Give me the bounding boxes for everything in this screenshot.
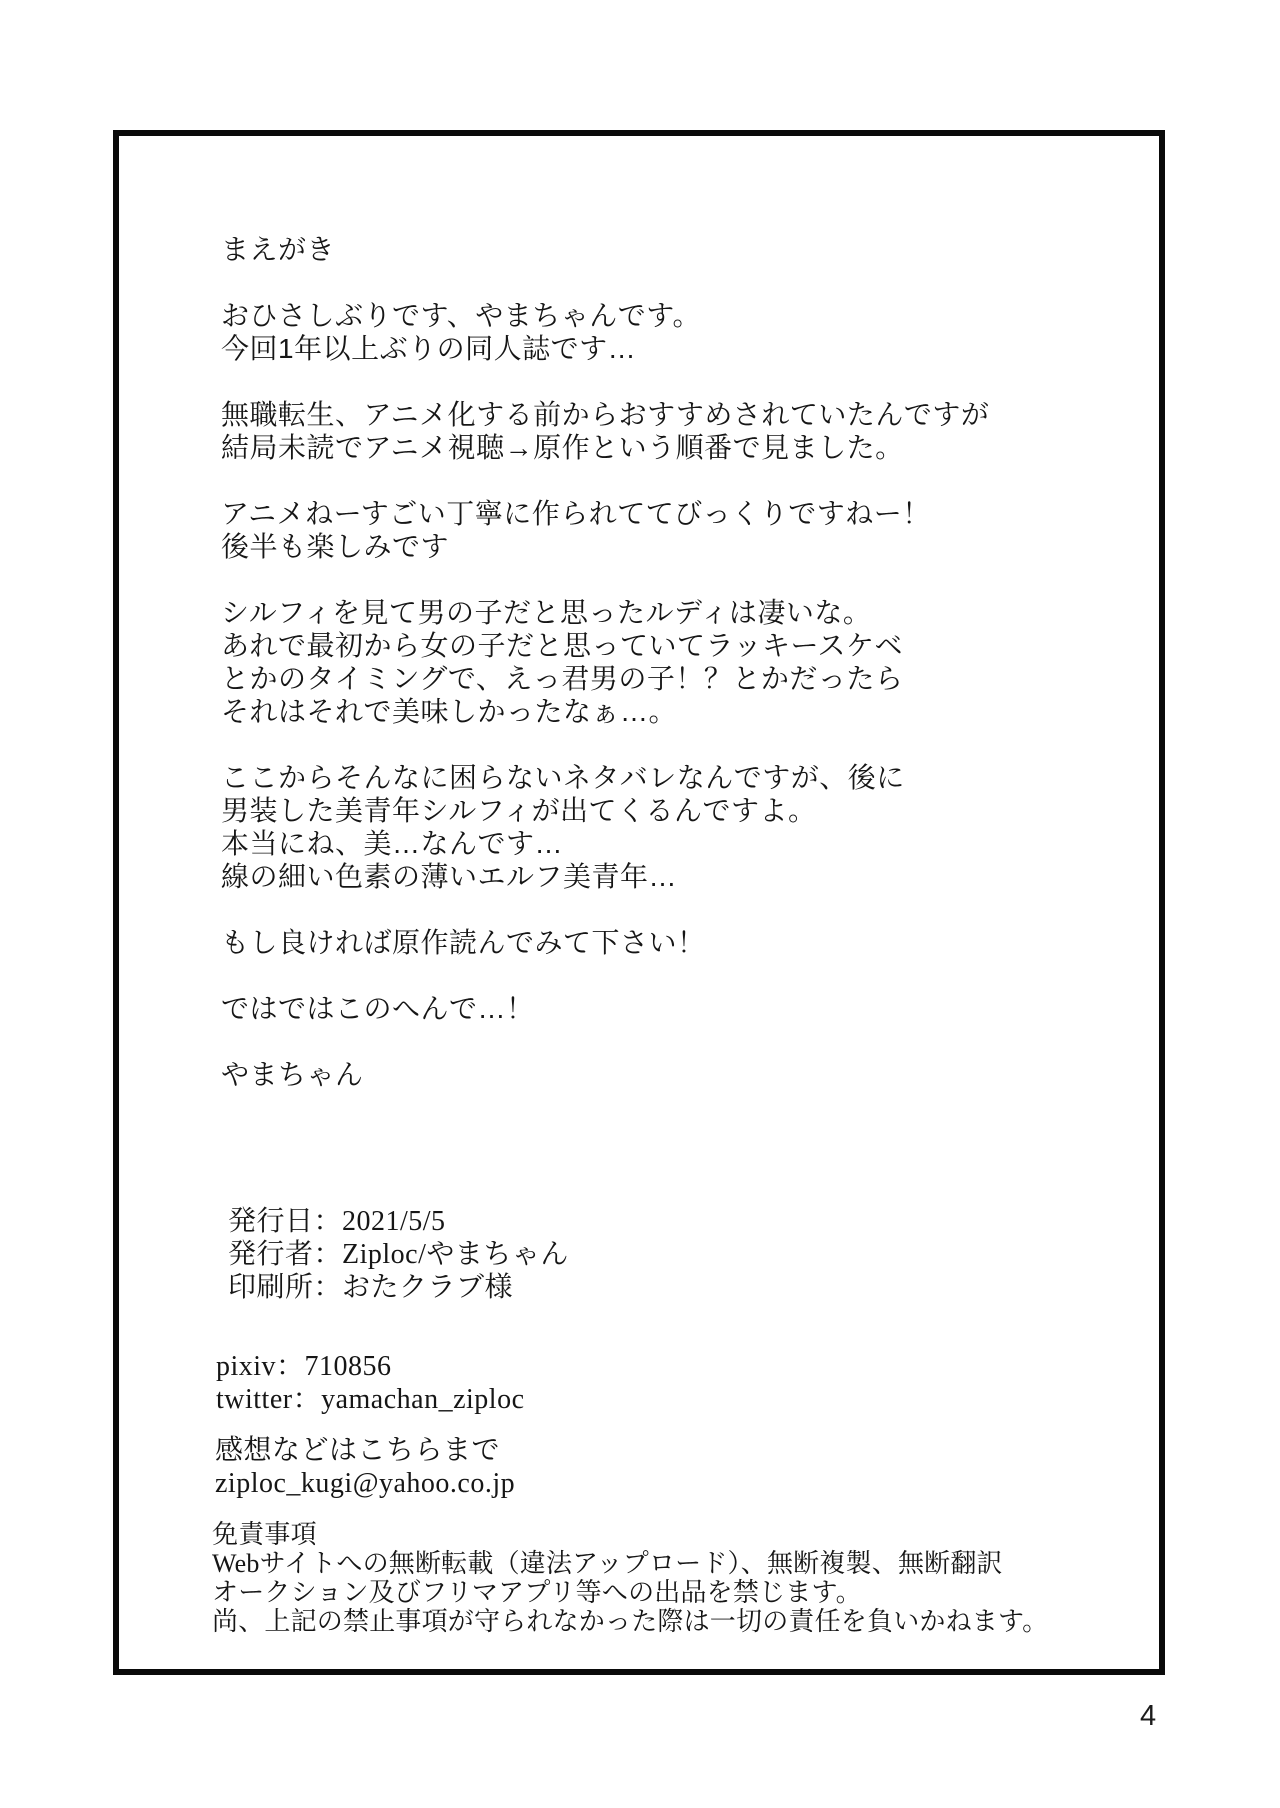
- page-number: 4: [1140, 1700, 1157, 1732]
- foreword-line: それはそれで美味しかったなぁ…。: [221, 696, 678, 727]
- printer: 印刷所：おたクラブ様: [228, 1272, 514, 1303]
- foreword-paragraph: [221, 761, 1129, 893]
- twitter-handle: twitter：yamachan_ziploc: [216, 1384, 525, 1415]
- foreword-line: シルフィを見て男の子だと思ったルディは凄いな。: [221, 597, 872, 628]
- foreword-line: 線の細い色素の薄いエルフ美青年…: [221, 861, 678, 892]
- disclaimer-title: 免責事項: [212, 1520, 317, 1549]
- foreword-paragraph: [221, 596, 1129, 728]
- foreword-line: おひさしぶりです、やまちゃんです。: [221, 300, 702, 331]
- disclaimer-line: Webサイトへの無断転載（違法アップロード）、無断複製、無断翻訳: [212, 1549, 1003, 1578]
- author-name: やまちゃん: [221, 1059, 364, 1090]
- disclaimer-line: 尚、上記の禁止事項が守られなかった際は一切の責任を負いかねます。: [212, 1607, 1049, 1636]
- foreword-signature: [221, 1058, 1129, 1091]
- foreword-line: ここからそんなに困らないネタバレなんですが、後に: [221, 762, 905, 793]
- social-links: [216, 1350, 1129, 1416]
- pixiv-id: pixiv：710856: [216, 1351, 392, 1382]
- foreword-title: まえがき: [221, 234, 336, 265]
- foreword-line: ではではこのへんで…！: [221, 993, 535, 1024]
- foreword-paragraph: [221, 299, 1129, 365]
- foreword-line: 結局未読でアニメ視聴→原作という順番で見ました。: [221, 432, 904, 463]
- foreword-line: とかのタイミングで、えっ君男の子！？とかだったら: [221, 663, 904, 694]
- feedback-label: 感想などはこちらまで: [215, 1435, 501, 1466]
- foreword-line: アニメねーすごい丁寧に作られててびっくりですねー！: [221, 498, 931, 529]
- colophon-section: [212, 1205, 1129, 1636]
- foreword-line: 今回1年以上ぶりの同人誌です…: [221, 333, 637, 364]
- foreword-paragraph: [221, 926, 1129, 959]
- feedback-contact: [215, 1434, 1129, 1500]
- foreword-paragraph: [221, 398, 1129, 464]
- foreword-line: もし良ければ原作読んでみて下さい！: [221, 927, 706, 958]
- foreword-paragraph: [221, 992, 1129, 1025]
- email-address: ziploc_kugi@yahoo.co.jp: [215, 1468, 516, 1499]
- foreword-line: 男装した美青年シルフィが出てくるんですよ。: [221, 795, 817, 826]
- foreword-line: あれで最初から女の子だと思っていてラッキースケベ: [221, 630, 904, 661]
- page-border-frame: [113, 130, 1165, 1675]
- foreword-line: 無職転生、アニメ化する前からおすすめされていたんですが: [221, 399, 990, 430]
- page-content: [119, 136, 1159, 1636]
- publisher: 発行者：Ziploc/やまちゃん: [228, 1239, 569, 1270]
- foreword-section: [221, 233, 1129, 1091]
- foreword-paragraph: [221, 497, 1129, 563]
- foreword-line: 本当にね、美…なんです…: [221, 828, 564, 859]
- disclaimer: [212, 1520, 1129, 1636]
- disclaimer-line: オークション及びフリマアプリ等への出品を禁じます。: [212, 1578, 862, 1607]
- foreword-line: 後半も楽しみです: [221, 531, 450, 562]
- publication-date: 発行日：2021/5/5: [228, 1206, 446, 1237]
- publication-info: [228, 1205, 1129, 1304]
